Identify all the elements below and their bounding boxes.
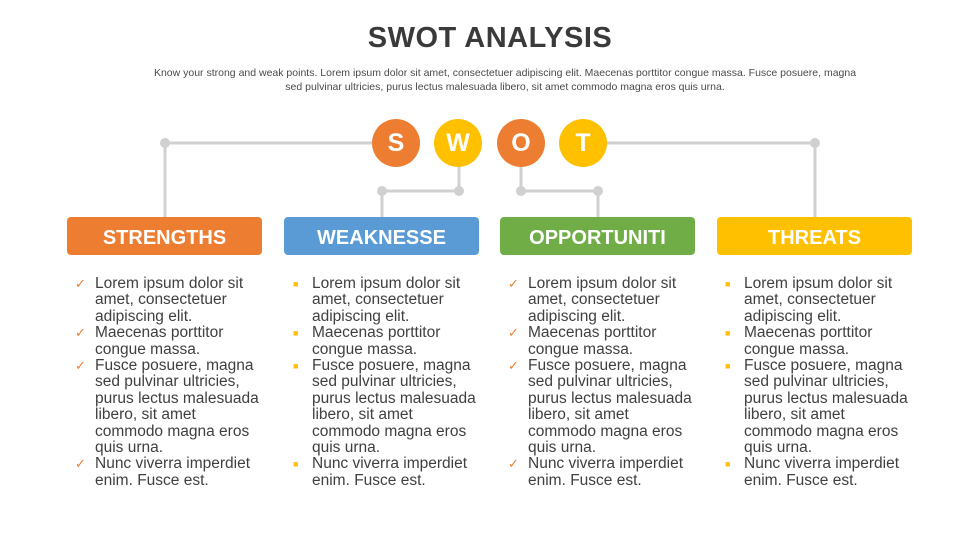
list-item-text: Maecenas porttitor congue massa. [528,324,657,358]
letter-s-circle: S [372,119,420,167]
square-bullet-icon: ■ [293,279,299,289]
check-icon: ✓ [75,456,86,472]
page-title: SWOT ANALYSIS [367,22,613,54]
list-item [508,276,694,325]
list-item [724,456,910,489]
check-icon: ✓ [508,358,519,374]
list-item-text: Maecenas porttitor congue massa. [744,324,873,358]
list-item-text: Lorem ipsum dolor sit amet, consectetuer adipiscing elit. [95,275,244,325]
list-item [508,358,694,456]
list-item [292,325,478,358]
list-item-text: Lorem ipsum dolor sit amet, consectetuer adipiscing elit. [744,275,893,325]
opportunities-header: OPPORTUNITI [500,217,695,255]
square-bullet-icon: ■ [293,361,299,372]
list-item [292,276,478,325]
list-item [508,325,694,358]
weaknesses-node-dot-bottom [377,186,387,196]
list-item [75,276,261,325]
list-item-text: Lorem ipsum dolor sit amet, consectetuer adipiscing elit. [312,275,461,325]
check-icon: ✓ [75,325,86,341]
list-item [75,325,261,358]
square-bullet-icon: ■ [293,459,299,470]
list-item-text: Maecenas porttitor congue massa. [95,324,224,358]
list-item-text: Fusce posuere, magna sed pulvinar ultricies, purus lectus malesuada libero, sit amet commodo magna eros quis urna. [528,357,692,457]
opportunities-node-dot-bottom [593,186,603,196]
list-item-text: Maecenas porttitor congue massa. [312,324,441,358]
letter-o-circle: O [497,119,545,167]
weaknesses-header: WEAKNESSE [284,217,479,255]
square-bullet-icon: ■ [725,361,731,372]
check-icon: ✓ [75,276,86,291]
strengths-node-dot [160,138,170,148]
page-subtitle: Know your strong and weak points. Lorem ipsum dolor sit amet, consectetuer adipiscing elit. Maecenas porttitor congue massa. Fusce posuere, magna sed pulvinar ultricies, purus lectus malesuada libero, sit amet commodo magna eros quis urna. [153,67,857,93]
weaknesses-connector [382,166,459,217]
letter-t-circle: T [559,119,607,167]
strengths-list [75,276,261,489]
list-item-text: Nunc viverra imperdiet enim. Fusce est. [312,455,468,489]
strengths-header: STRENGTHS [67,217,262,255]
list-item [292,358,478,456]
opportunities-connector [521,166,598,217]
list-item-text: Lorem ipsum dolor sit amet, consectetuer adipiscing elit. [528,275,677,325]
threats-header: THREATS [717,217,912,255]
list-item [75,456,261,489]
square-bullet-icon: ■ [293,328,299,339]
list-item-text: Nunc viverra imperdiet enim. Fusce est. [95,455,251,489]
letter-w-circle: W [434,119,482,167]
list-item [724,358,910,456]
list-item [724,276,910,325]
check-icon: ✓ [508,325,519,341]
weaknesses-node-dot-top [454,186,464,196]
weaknesses-list [292,276,478,489]
square-bullet-icon: ■ [725,328,731,339]
opportunities-list [508,276,694,489]
square-bullet-icon: ■ [725,279,731,289]
list-item [508,456,694,489]
list-item [75,358,261,456]
list-item-text: Nunc viverra imperdiet enim. Fusce est. [744,455,900,489]
list-item-text: Nunc viverra imperdiet enim. Fusce est. [528,455,684,489]
list-item-text: Fusce posuere, magna sed pulvinar ultricies, purus lectus malesuada libero, sit amet commodo magna eros quis urna. [95,357,259,457]
threats-list [724,276,910,489]
list-item [724,325,910,358]
list-item-text: Fusce posuere, magna sed pulvinar ultricies, purus lectus malesuada libero, sit amet commodo magna eros quis urna. [312,357,476,457]
list-item-text: Fusce posuere, magna sed pulvinar ultricies, purus lectus malesuada libero, sit amet commodo magna eros quis urna. [744,357,908,457]
threats-node-dot [810,138,820,148]
strengths-connector [165,143,372,217]
square-bullet-icon: ■ [725,459,731,470]
check-icon: ✓ [508,456,519,472]
opportunities-node-dot-top [516,186,526,196]
threats-connector [606,143,815,217]
check-icon: ✓ [75,358,86,374]
check-icon: ✓ [508,276,519,291]
list-item [292,456,478,489]
